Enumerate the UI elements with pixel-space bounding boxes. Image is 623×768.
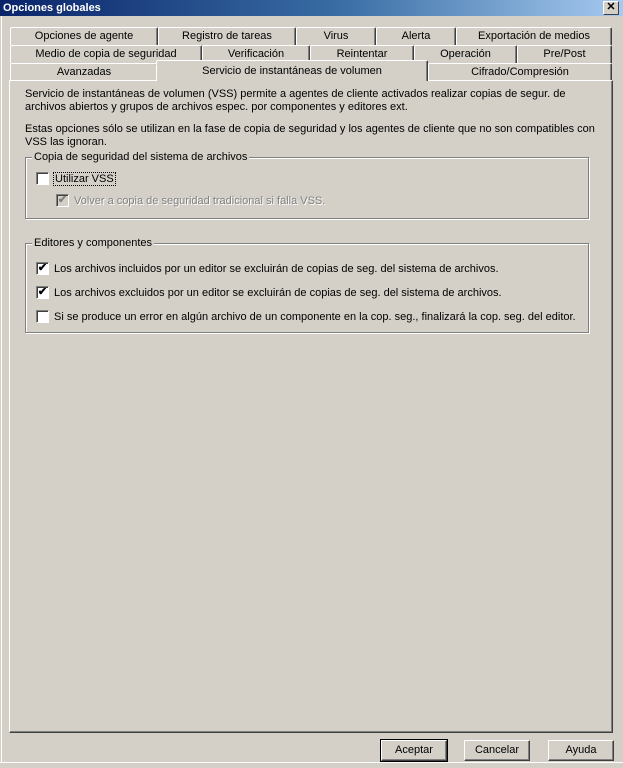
ok-label: Aceptar — [395, 744, 433, 756]
tab-cifrado-compresion[interactable] — [428, 63, 612, 81]
tab-virus[interactable] — [296, 27, 376, 45]
use-vss-checkbox[interactable] — [36, 172, 49, 185]
window-left-edge — [1, 16, 2, 762]
tab-exportacion-de-medios[interactable] — [456, 27, 612, 45]
tab-label: Registro de tareas — [182, 30, 272, 42]
use-vss-option[interactable] — [36, 172, 115, 185]
close-icon: ✕ — [606, 1, 616, 13]
writers-components-group — [25, 237, 589, 333]
tab-label: Opciones de agente — [34, 30, 134, 42]
tab-opciones-de-agente[interactable] — [10, 27, 158, 45]
group-title: Copia de seguridad del sistema de archivos — [34, 151, 248, 163]
fallback-label: Volver a copia de seguridad tradicional si falla VSS. — [74, 194, 326, 207]
fallback-checkbox — [56, 194, 69, 207]
tab-label: Verificación — [227, 48, 285, 60]
tab-label: Exportación de medios — [478, 30, 590, 42]
check-icon: ✔ — [37, 286, 48, 298]
window-bottom-edge — [0, 762, 623, 763]
tab-pre-post[interactable] — [517, 45, 612, 63]
tab-label: Medio de copia de seguridad — [35, 48, 177, 60]
included-checkbox[interactable] — [36, 262, 49, 275]
tab-registro-de-tareas[interactable] — [158, 27, 296, 45]
ok-button[interactable] — [381, 740, 447, 761]
use-vss-label: Utilizar VSS — [55, 172, 114, 185]
close-button[interactable] — [603, 1, 619, 15]
cancel-button[interactable] — [464, 740, 530, 761]
tab-label: Servicio de instantáneas de volumen — [202, 65, 382, 77]
help-label: Ayuda — [565, 744, 597, 756]
error-checkbox[interactable] — [36, 310, 49, 323]
tab-label: Avanzadas — [56, 66, 112, 78]
writer-option-excluded[interactable] — [36, 286, 502, 299]
description-usage: Estas opciones sólo se utilizan en la fase de copia de seguridad y los agentes de cliente que no son compatibles con VSS las ignoran. — [25, 123, 595, 148]
group-title: Editores y componentes — [34, 237, 153, 249]
tab-servicio-instantaneas[interactable] — [156, 60, 428, 81]
fallback-option — [56, 194, 325, 207]
title-bar — [0, 0, 623, 16]
help-button[interactable] — [548, 740, 614, 761]
error-label: Si se produce un error en algún archivo de un componente en la cop. seg., finalizará la cop. seg. del editor. — [54, 310, 576, 323]
tab-label: Alerta — [401, 30, 431, 42]
filesystem-backup-group — [25, 151, 589, 219]
check-icon: ✔ — [57, 194, 68, 206]
description-vss: Servicio de instantáneas de volumen (VSS) permite a agentes de cliente activados realizar copias de segur. de archivos abiertos y grupos de archivos espec. por componentes y editores ext. — [25, 88, 566, 113]
cancel-label: Cancelar — [474, 744, 520, 756]
tab-label: Pre/Post — [543, 48, 586, 60]
included-label: Los archivos incluidos por un editor se excluirán de copias de seg. del sistema de archivos. — [54, 262, 499, 275]
writer-option-error[interactable] — [36, 310, 576, 323]
tab-operacion[interactable] — [414, 45, 517, 63]
tab-avanzadas[interactable] — [10, 63, 158, 81]
check-icon: ✔ — [37, 262, 48, 274]
tab-alerta[interactable] — [376, 27, 456, 45]
tab-label: Reintentar — [336, 48, 388, 60]
writer-option-included[interactable] — [36, 262, 499, 275]
tab-label: Cifrado/Compresión — [471, 66, 569, 78]
tab-label: Virus — [323, 30, 349, 42]
window-title: Opciones globales — [3, 2, 101, 14]
excluded-label: Los archivos excluidos por un editor se excluirán de copias de seg. del sistema de archivos. — [54, 286, 502, 299]
tab-label: Operación — [440, 48, 491, 60]
excluded-checkbox[interactable] — [36, 286, 49, 299]
